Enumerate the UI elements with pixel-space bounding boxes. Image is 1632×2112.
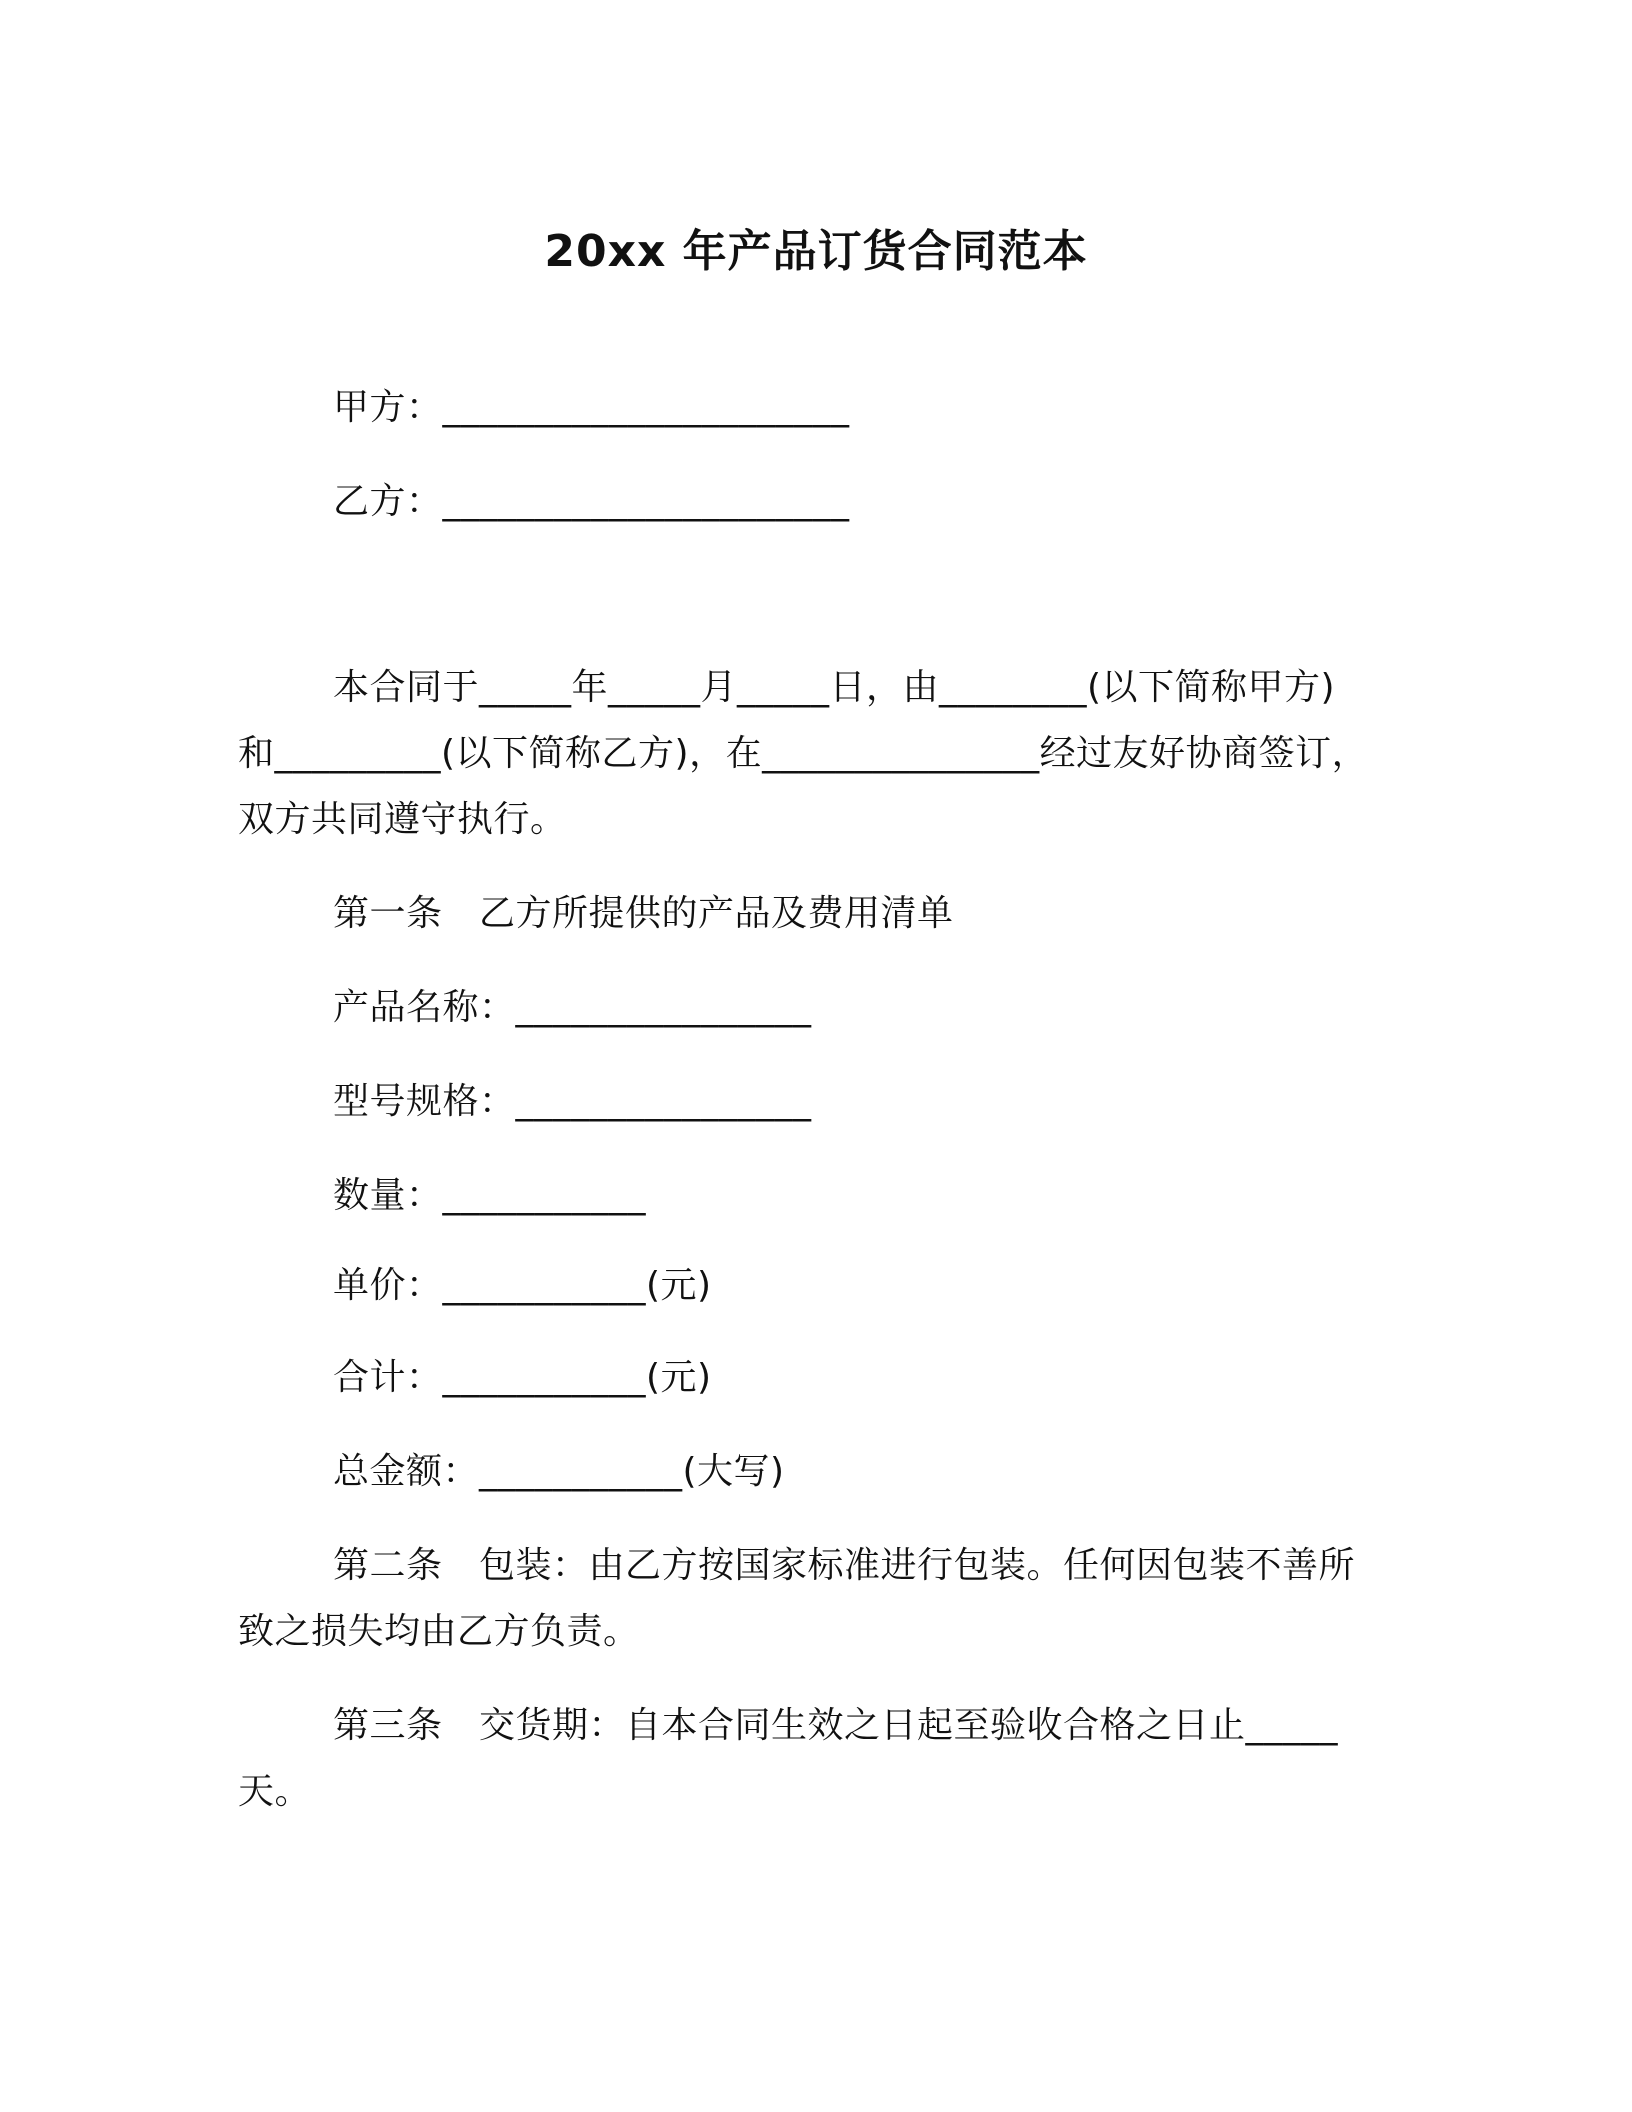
unit-price-line: 单价：___________(元) [333, 1265, 712, 1306]
quantity-line: 数量：___________ [333, 1175, 647, 1216]
intro-line-1: 本合同于_____年_____月_____日，由________(以下简称甲方) [333, 667, 1336, 708]
subtotal-line: 合计：___________(元) [333, 1357, 712, 1398]
product-name-line: 产品名称：________________ [333, 987, 812, 1028]
model-spec-line: 型号规格：________________ [333, 1081, 812, 1122]
article-1-heading: 第一条 乙方所提供的产品及费用清单 [333, 893, 954, 934]
article-2-line-1: 第二条 包装：由乙方按国家标准进行包装。任何因包装不善所 [333, 1545, 1356, 1586]
total-amount-line: 总金额：___________(大写) [333, 1451, 785, 1492]
intro-line-2: 和_________(以下简称乙方)，在_______________经过友好协商签订， [238, 733, 1369, 774]
article-3-line-1: 第三条 交货期：自本合同生效之日起至验收合格之日止_____ [333, 1705, 1339, 1746]
document-title: 20xx 年产品订货合同范本 [544, 226, 1088, 277]
party-b-line: 乙方：______________________ [333, 481, 850, 522]
party-a-line: 甲方：______________________ [333, 387, 850, 428]
article-2-line-2: 致之损失均由乙方负责。 [238, 1611, 640, 1652]
intro-line-3: 双方共同遵守执行。 [238, 799, 567, 840]
article-3-line-2: 天。 [238, 1771, 312, 1812]
